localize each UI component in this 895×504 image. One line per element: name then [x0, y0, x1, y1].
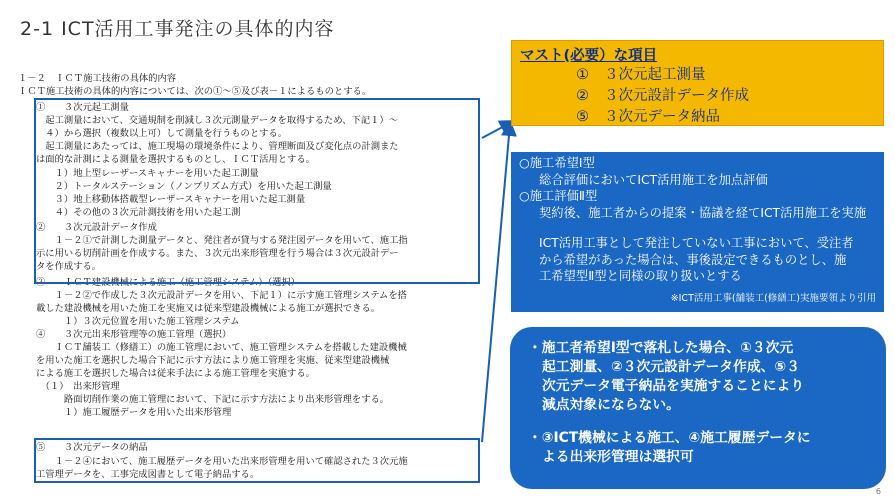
note-line: ICT活用工事として発注していない工事において、受注者: [539, 236, 854, 250]
type-1-heading: ○施工希望Ⅰ型: [519, 156, 595, 170]
doc-line: を用いた施工を選択した場合下記に示す方法により施工管理を実施、従来型建設機械: [36, 355, 390, 366]
arrow-line: [482, 124, 510, 442]
must-items-box: [511, 40, 884, 126]
doc-line: ＩＣＴ施工技術の具体的内容については、次の①～⑤及び表－１によるものとする。: [18, 86, 372, 97]
arrow-line: [482, 122, 512, 138]
doc-line: 起工測量にあたっては、施工現場の環境条件により、管理断面及び変化点の計測また: [36, 141, 399, 152]
doc-line: １－２②で作成した３次元設計データを用い、下記１）に示す施工管理システムを搭: [36, 290, 407, 301]
doc-line: １）３次元位置を用いた施工管理システム: [36, 316, 240, 327]
key-point-line: 次元データ電子納品を実施することにより: [542, 378, 805, 394]
key-points-box: [510, 327, 886, 489]
page-number: 6: [875, 487, 881, 496]
must-item-number: ⑤: [576, 109, 589, 125]
doc-line: １－２④において、施工履歴データを用いた出来形管理を用いて確認された３次元施: [36, 456, 408, 467]
doc-line: ② ３次元設計データ作成: [36, 222, 157, 233]
doc-line: １）施工履歴データを用いた出来形管理: [36, 407, 232, 418]
key-point-line: ・③ICT機械による施工、④施工履歴データに: [528, 430, 811, 446]
doc-line: ④ ３次元出来形管理等の施工管理（選択）: [36, 329, 232, 340]
must-item-number: ②: [576, 88, 589, 104]
must-item: [576, 65, 875, 86]
must-item-text: ３次元設計データ作成: [604, 88, 749, 104]
doc-line: ③ ＩＣＴ建設機械による施工（施工管理システム）（選択）: [36, 277, 301, 288]
key-point-line: 起工測量、②３次元設計データ作成、⑤３: [542, 359, 800, 375]
ict-types-box: [511, 152, 884, 312]
doc-line: 工管理データを、工事完成図書として電子納品する。: [36, 469, 260, 480]
must-item-number: ①: [576, 67, 589, 83]
type-2-description: 契約後、施工者からの提案・協議を経てICT活用施工を実施: [539, 205, 867, 220]
must-item-text: ３次元起工測量: [604, 67, 706, 83]
page-title: 2-1 ICT活用工事発注の具体的内容: [20, 18, 335, 40]
source-citation: ※ICT活用工事(舗装工(修繕工)実施要領より引用: [670, 292, 876, 304]
must-items-heading: マスト(必要）な項目: [520, 48, 658, 64]
doc-line: １－２ ＩＣＴ施工技術の具体的内容: [18, 73, 177, 84]
doc-line: ４）から選択（複数以上可）して測量を行うものとする。: [36, 128, 288, 139]
key-point: [528, 339, 872, 415]
doc-line: １）地上型レーザースキャナーを用いた起工測量: [36, 168, 259, 179]
doc-line: ２）トータルステーション（ノンプリズム方式）を用いた起工測量: [36, 181, 332, 192]
doc-line: による施工を選択した場合は従来手法による施工管理を実施する。: [36, 368, 315, 379]
key-point-line: よる出来形管理は選択可: [542, 449, 694, 465]
key-point-line: ・施工者希望Ⅰ型で落札した場合、①３次元: [528, 340, 794, 356]
key-point-line: 減点対象にならない。: [542, 397, 680, 413]
must-item: [576, 107, 875, 128]
note-line: から希望があった場合は、事後設定できるものとし、施: [539, 252, 847, 267]
doc-line: は面的な計測による測量を選択するものとし、ＩＣＴ活用とする。: [36, 154, 315, 165]
doc-line: 路面切削作業の施工管理において、下記に示す方法により出来形管理をする。: [36, 394, 390, 405]
doc-line: タを作成する。: [36, 261, 102, 272]
type-2-heading: ○施工評価Ⅱ型: [519, 189, 598, 203]
type-1-description: 総合評価においてICT活用施工を加点評価: [539, 172, 768, 187]
must-item-text: ３次元データ納品: [604, 109, 720, 125]
doc-line: 起工測量において、交通規制を削減し３次元測量データを取得するため、下記１）～: [36, 115, 399, 126]
note-line: 工希望型Ⅱ型と同様の取り扱いとする: [539, 269, 742, 283]
key-point: [528, 429, 872, 467]
doc-line: ⑤ ３次元データの納品: [36, 442, 148, 453]
doc-line: 載した建設機械を用いた施工を実施又は従来型建設機械による施工が選択できる。: [36, 303, 380, 314]
doc-line: 示に用いる切削計画を作成する。また、３次元出来形管理を行う場合は３次元設計デー: [36, 248, 399, 259]
doc-line: １－２①で計測した測量データと、発注者が貸与する発注図データを用いて、施工指: [36, 235, 408, 246]
doc-line: ３）地上移動体搭載型レーザースキャナーを用いた起工測量: [36, 194, 306, 205]
doc-line: ＩＣＴ舗装工（修繕工）の施工管理において、施工管理システムを搭載した建設機械: [36, 342, 407, 353]
must-item: [576, 86, 875, 107]
doc-line: ① ３次元起工測量: [36, 102, 129, 113]
doc-line: （１） 出来形管理: [36, 381, 120, 392]
doc-line: ４）その他の３次元計測技術を用いた起工測: [36, 207, 241, 218]
